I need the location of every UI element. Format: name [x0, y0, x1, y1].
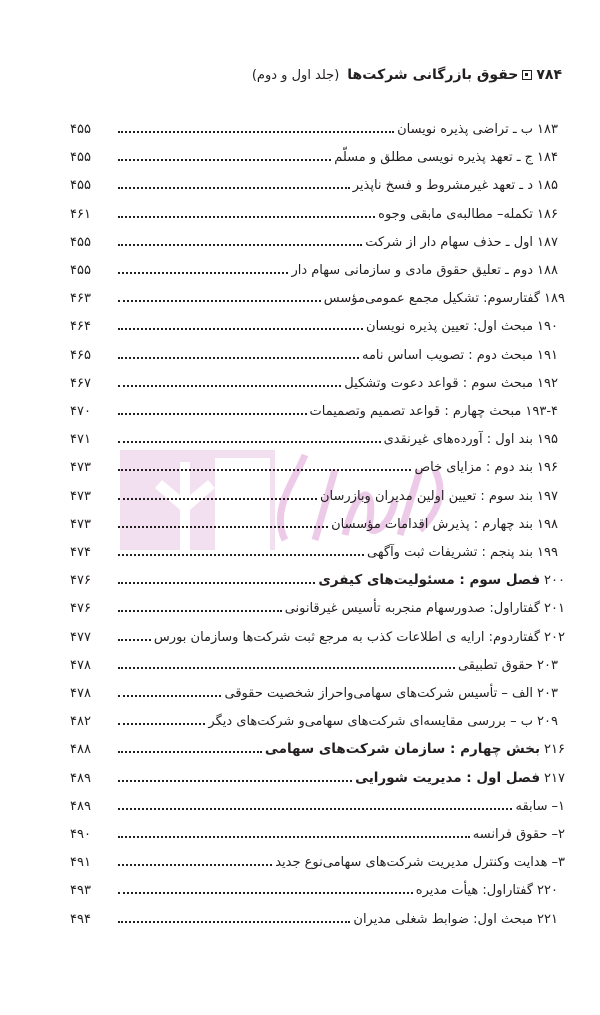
toc-entry-title [515, 799, 565, 815]
section-title: دوم ـ تعلیق حقوق مادی و سازمانی سهام دار [291, 263, 534, 278]
toc-entry [70, 370, 558, 392]
toc-entry-title [414, 460, 558, 476]
toc-entry [70, 483, 558, 505]
toc-entry [70, 342, 558, 364]
dot-leader [118, 921, 350, 923]
dot-leader [118, 892, 413, 894]
section-title: ب – بررسی مقایسه‌ای شرکت‌های سهامی‌و شرکت‌های دیگر [208, 714, 534, 730]
section-title: گفتاراول: صدورسهام منجربه تأسیس غیرقانونی [284, 601, 541, 617]
toc-entry [70, 680, 558, 702]
book-subtitle: (جلد اول و دوم) [251, 67, 340, 83]
section-number: ۱۸۳ [537, 122, 558, 137]
dot-leader [118, 187, 350, 189]
toc-entry [70, 144, 558, 166]
section-number: ۱۹۱ [537, 347, 558, 363]
toc-entry [70, 229, 558, 251]
toc-entry-title [366, 319, 558, 335]
toc-page-number: ۴۹۱ [70, 855, 91, 871]
toc-entry [70, 821, 565, 843]
section-title: گفتاراول: هیأت مدیره [415, 883, 534, 899]
toc-entry-title [320, 489, 558, 505]
dot-leader [118, 385, 341, 387]
section-title: بند سوم : تعیین اولین مدیران وبازرسان [320, 488, 534, 504]
page-number: ۷۸۴ [536, 67, 562, 83]
toc-page-number: ۴۹۴ [70, 911, 91, 927]
toc-entry-title [285, 601, 565, 617]
section-title: بند پنجم : تشریفات ثبت وآگهی [367, 545, 534, 560]
toc-page-number: ۴۵۵ [70, 234, 91, 250]
dot-leader [118, 159, 331, 161]
toc-page-number: ۴۵۵ [70, 150, 91, 166]
dot-leader [118, 836, 470, 838]
section-title: ب ـ تراضی پذیره نویسان [397, 122, 534, 137]
toc-entry-title [318, 572, 565, 589]
section-number: ۲۰۱ [544, 601, 565, 617]
toc-page-number: ۴۹۰ [70, 827, 91, 842]
toc-page-number: ۴۶۳ [70, 291, 91, 307]
section-number: ۱– [551, 798, 565, 814]
section-title: اول ـ حذف سهام دار از شرکت [365, 234, 534, 250]
section-title: حقوق تطبیقی [457, 657, 534, 673]
toc-entry [70, 906, 558, 928]
dot-leader [118, 131, 394, 133]
toc-entry-title [353, 178, 558, 194]
section-title: مبحث اول: تعیین پذیره نویسان [366, 319, 534, 335]
section-title: د ـ تعهد غیرمشروط و فسخ ناپذیر [352, 178, 534, 194]
toc-page-number: ۴۷۶ [70, 573, 91, 589]
toc-entry [70, 567, 565, 589]
section-title: فصل سوم : مسئولیت‌های کیفری [318, 572, 541, 589]
section-number: ۱۹۲ [537, 375, 558, 391]
dot-leader [118, 780, 352, 782]
toc-entry [70, 511, 558, 533]
section-number: ۱۹۰ [537, 319, 558, 335]
section-number: ۲۰۳ [537, 686, 558, 701]
toc-page-number: ۴۷۳ [70, 488, 91, 504]
dot-leader [118, 723, 205, 725]
dot-leader [118, 328, 363, 330]
toc-entry [70, 257, 558, 279]
dot-leader [118, 554, 364, 556]
dot-leader [118, 610, 282, 612]
toc-page-number: ۴۸۲ [70, 714, 91, 730]
toc-entry [70, 285, 565, 307]
toc-page-number: ۴۷۶ [70, 601, 91, 617]
section-number: ۲۰۰ [544, 573, 565, 589]
toc-entry [70, 793, 565, 815]
section-title: هدایت وکنترل مدیریت شرکت‌های سهامی‌نوع جدید [275, 855, 548, 871]
toc-entry-title [473, 827, 565, 843]
toc-entry-title [208, 714, 558, 730]
toc-page-number: ۴۵۵ [70, 178, 91, 194]
section-title: سابقه [515, 798, 548, 814]
toc-page-number: ۴۷۰ [70, 404, 91, 419]
toc-entry-title [353, 912, 558, 928]
section-number: ۱۹۹ [537, 545, 558, 560]
toc-page-number: ۴۷۸ [70, 686, 91, 701]
toc-entry [70, 454, 558, 476]
dot-leader [118, 300, 321, 302]
section-number: ۲– [551, 827, 565, 842]
toc-entry-title [331, 517, 558, 533]
toc-entry [70, 201, 558, 223]
toc-entry-title [416, 883, 558, 899]
section-title: بند اول : آورده‌های غیرنقدی [383, 432, 534, 448]
toc-entry-title [310, 404, 558, 420]
toc-page-number: ۴۸۸ [70, 742, 91, 758]
toc-entry [70, 765, 565, 787]
toc-page-number: ۴۷۱ [70, 432, 91, 448]
section-number: ۳– [551, 855, 565, 871]
dot-leader [118, 751, 262, 753]
toc-entry [70, 398, 558, 420]
dot-leader [118, 526, 328, 528]
toc-entry [70, 313, 558, 335]
section-number: ۲۱۶ [544, 742, 565, 758]
section-number: ۲۰۲ [544, 629, 565, 645]
section-title: الف – تأسیس شرکت‌های سهامی‌واحراز شخصیت حقوقی [224, 686, 534, 701]
section-title: بند دوم : مزایای خاص [414, 460, 534, 476]
toc-entry-title [154, 630, 565, 646]
section-number: ۱۹۵ [537, 432, 558, 448]
toc-entry-title [378, 207, 558, 223]
section-title: بند چهارم : پذیرش اقدامات مؤسسان [331, 516, 534, 532]
section-number: ۲۲۰ [537, 883, 558, 899]
toc-page-number: ۴۷۷ [70, 629, 91, 645]
toc-entry-title [224, 686, 558, 702]
toc-entry [70, 877, 558, 899]
dot-leader [118, 695, 221, 697]
section-number: ۲۱۷ [544, 770, 565, 786]
toc-page-number: ۴۸۹ [70, 798, 91, 814]
toc-entry-title [362, 348, 558, 364]
dot-leader [118, 639, 151, 641]
section-number: ۲۰۹ [537, 714, 558, 730]
toc-page-number: ۴۷۳ [70, 460, 91, 476]
toc-entry-title [291, 263, 558, 279]
toc-entry-title [324, 291, 565, 307]
section-title: گفتارسوم: تشکیل مجمع عمومی‌مؤسس [323, 291, 541, 307]
dot-leader [118, 357, 359, 359]
dot-leader [118, 441, 381, 443]
section-number: ۲۲۱ [537, 911, 558, 927]
section-title: مبحث اول: ضوابط شغلی مدیران [353, 911, 534, 927]
toc-entry-title [355, 770, 565, 787]
section-title: مبحث سوم : قواعد دعوت وتشکیل [344, 375, 534, 391]
toc-entry [70, 708, 558, 730]
section-number: ۱۹۸ [537, 516, 558, 532]
dot-leader [118, 667, 455, 669]
toc-entry-title [344, 376, 558, 392]
toc-entry-title [365, 235, 558, 251]
toc-entry-title [367, 545, 558, 561]
dot-leader [118, 864, 272, 866]
section-number: ۱۸۷ [537, 234, 558, 250]
section-title: فصل اول : مدیریت شورایی [355, 769, 541, 786]
toc-entry [70, 116, 558, 138]
toc-page-number: ۴۵۵ [70, 263, 91, 278]
toc-entry [70, 595, 565, 617]
toc-page-number: ۴۶۴ [70, 319, 91, 335]
toc-page-number: ۴۷۸ [70, 657, 91, 673]
section-number: ۱۸۴ [537, 150, 558, 166]
section-number: ۱۹۷ [537, 488, 558, 504]
toc-page-number: ۴۷۳ [70, 516, 91, 532]
toc-entry [70, 652, 558, 674]
toc-entry-title [265, 741, 565, 758]
dot-leader [118, 272, 288, 274]
toc-page-number: ۴۶۵ [70, 347, 91, 363]
section-number: ۱۸۶ [537, 206, 558, 222]
section-number: ۱۸۵ [537, 178, 558, 194]
dot-leader [118, 469, 411, 471]
toc-entry-title [275, 855, 565, 871]
toc-entry-title [397, 122, 558, 138]
section-title: مبحث دوم : تصویب اساس نامه [362, 347, 534, 363]
section-title: بخش چهارم : سازمان شرکت‌های سهامی [264, 741, 541, 758]
section-number: ۱۹۶ [537, 460, 558, 476]
toc-entry [70, 849, 565, 871]
toc-entry [70, 426, 558, 448]
toc-page-number: ۴۸۹ [70, 770, 91, 786]
toc-entry-title [334, 150, 558, 166]
toc-entry [70, 736, 565, 758]
section-title: گفتاردوم: ارایه ی اطلاعات کذب به مرجع ثبت شرکت‌ها وسازمان بورس [153, 629, 541, 645]
section-title: ج ـ تعهد پذیره نویسی مطلق و مسلّم [334, 150, 534, 166]
book-title: حقوق بازرگانی شرکت‌ها [347, 67, 519, 83]
section-number: ۱۸۸ [537, 263, 558, 278]
dot-leader [118, 244, 362, 246]
section-title: حقوق فرانسه [472, 827, 548, 842]
section-number: ۱۹۳-۴ [525, 404, 558, 419]
section-number: ۲۰۳ [537, 657, 558, 673]
dot-leader [118, 413, 307, 415]
toc-page-number: ۴۶۷ [70, 375, 91, 391]
toc-page-number: ۴۷۴ [70, 545, 91, 560]
toc-entry [70, 539, 558, 561]
toc-page-number: ۴۵۵ [70, 122, 91, 137]
toc-entry-title [384, 432, 558, 448]
dot-leader [118, 808, 512, 810]
dot-leader [118, 582, 315, 584]
toc-entry [70, 172, 558, 194]
section-title: مبحث چهارم : قواعد تصمیم وتصمیمات [309, 404, 522, 419]
dot-leader [118, 498, 317, 500]
toc-page-number: ۴۹۳ [70, 883, 91, 899]
section-number: ۱۸۹ [544, 291, 565, 307]
section-title: تکمله– مطالبه‌ی مابقی وجوه [378, 206, 534, 222]
toc-entry-title [458, 658, 558, 674]
toc-entry [70, 624, 565, 646]
dot-leader [118, 216, 375, 218]
toc-page-number: ۴۶۱ [70, 206, 91, 222]
